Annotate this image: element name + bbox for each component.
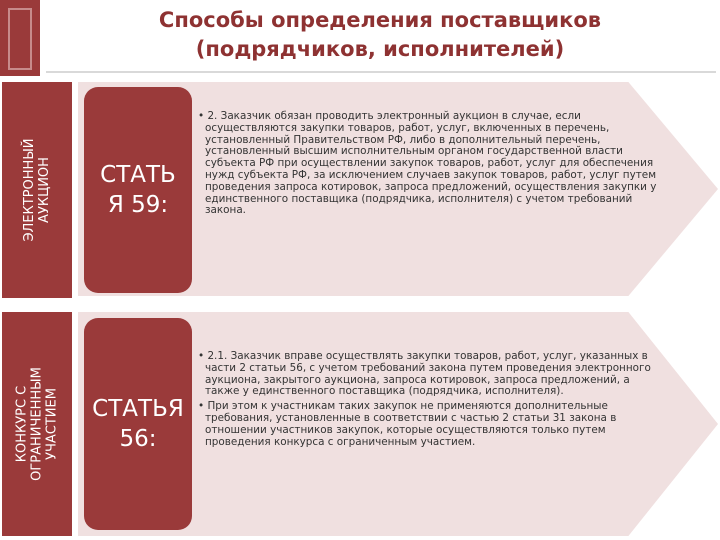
section-label-text: ЭЛЕКТРОННЫЙ АУКЦИОН — [22, 138, 52, 242]
article-badge — [84, 87, 192, 293]
bullet-item: • 2.1. Заказчик вправе осуществлять закупки товаров, работ, услуг, указанных в части 2 статьи 56, с учетом требований закона путем проведения электронного аукциона, закрытого аукциона, запроса котировок, запроса предложений, а также у единственного поставщика (подрядчика, исполнителя). — [197, 351, 657, 398]
article-badge — [84, 318, 192, 530]
corner-decoration — [0, 0, 40, 76]
article-number: СТАТЬЯ 56: — [92, 396, 184, 452]
section-label-electronic-auction — [2, 82, 72, 298]
article-number: СТАТЬ Я 59: — [100, 162, 176, 218]
bullet-list — [197, 111, 657, 220]
section-label-limited-tender — [2, 312, 72, 536]
page-title — [60, 6, 700, 64]
section-label-text: КОНКУРС С ОГРАНИЧЕННЫМ УЧАСТИЕМ — [14, 367, 60, 481]
bullet-list — [197, 351, 657, 451]
page-title-line-2: (подрядчиков, исполнителей) — [195, 37, 565, 61]
bullet-item: • При этом к участникам таких закупок не применяются дополнительные требования, установленные в соответствии с частью 2 статьи 31 закона в отношении участников закупок, которые осуществляются только путем проведения конкурса с ограниченным участием. — [197, 401, 657, 448]
bullet-item: • 2. Заказчик обязан проводить электронный аукцион в случае, если осуществляются закупки товаров, работ, услуг, включенных в перечень, установленный Правительством РФ, либо в дополнительный перечень, установленный высшим исполнительным органом государственной власти субъекта РФ при осуществлении закупок товаров, работ, услуг для обеспечения нужд субъекта РФ, за исключением случаев закупок товаров, работ, услуг путем проведения запроса котировок, запроса предложений, осуществления закупки у единственного поставщика (подрядчика, исполнителя) с учетом требований закона. — [197, 111, 657, 217]
page-title-line-1: Способы определения поставщиков — [158, 8, 602, 32]
title-divider — [46, 71, 716, 73]
